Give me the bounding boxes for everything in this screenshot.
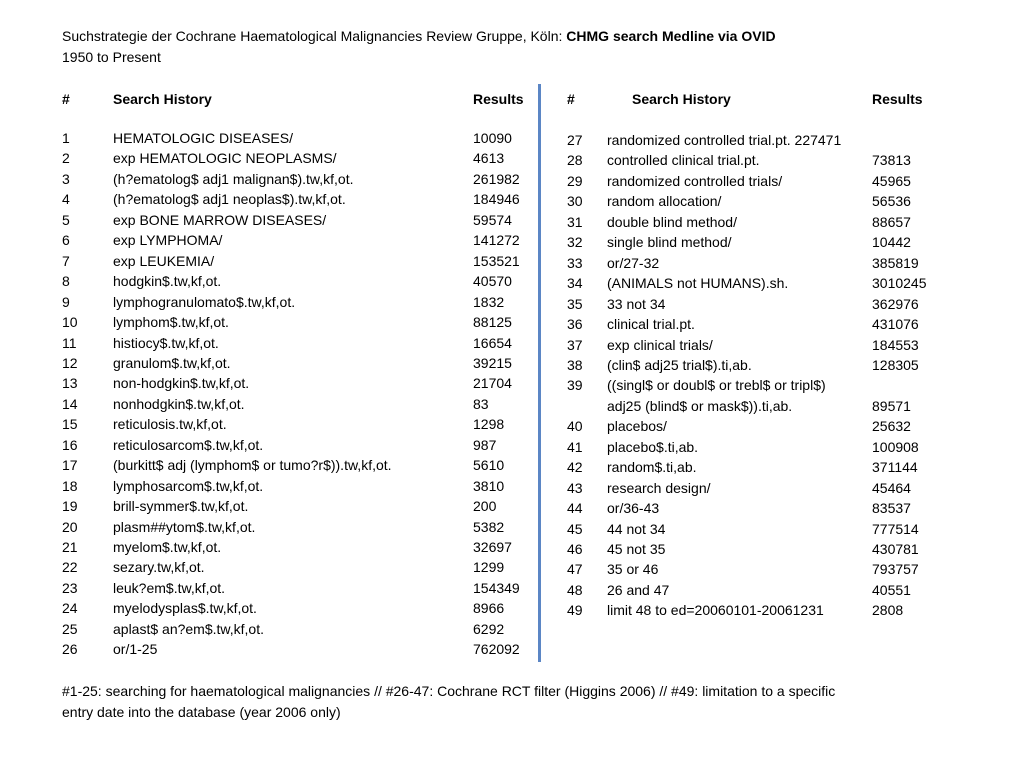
search-query: histiocy$.tw,kf,ot. [113,334,219,351]
search-results: 40551 [872,581,911,598]
search-results: 1299 [473,559,505,576]
search-results: 385819 [872,254,919,271]
search-query: random$.ti,ab. [607,459,697,476]
search-results: 3010245 [872,275,927,292]
search-query: non-hodgkin$.tw,kf,ot. [113,375,250,392]
search-query: lymphosarcom$.tw,kf,ot. [113,477,264,494]
search-results: 153521 [473,252,520,269]
search-number: 44 [567,500,583,517]
search-results: 362976 [872,295,919,312]
search-results: 128305 [872,356,919,373]
search-results: 141272 [473,232,520,249]
search-number: 9 [62,293,70,310]
search-results: 5382 [473,518,505,535]
search-number: 1 [62,130,70,146]
search-number: 45 [567,520,583,537]
search-number: 2 [62,150,70,167]
search-results: 184946 [473,191,520,208]
footer-note-line1: #1-25: searching for haematological malignancies // #26-47: Cochrane RCT filter (Higgins 2006) // #49: limitation to a specific [62,683,836,699]
search-results: 32697 [473,539,512,555]
search-number: 40 [567,418,583,435]
left-header-query: Search History [113,91,212,107]
search-number: 21 [62,539,78,555]
search-number: 12 [62,354,78,371]
page-title [62,28,776,44]
search-results: 762092 [473,641,520,658]
search-results: 40570 [473,273,512,290]
search-results: 8966 [473,600,505,617]
search-number: 14 [62,395,78,412]
search-query: research design/ [607,479,711,496]
search-query: reticulosarcom$.tw,kf,ot. [113,436,264,453]
search-results: 16654 [473,334,512,351]
search-results: 430781 [872,541,919,557]
search-query: HEMATOLOGIC DISEASES/ [113,130,293,146]
search-number: 10 [62,314,78,331]
right-header-num: # [567,91,575,107]
search-number: 15 [62,416,78,433]
search-query: sezary.tw,kf,ot. [113,559,205,576]
search-results: 45965 [872,172,911,189]
search-results: 777514 [872,520,919,537]
search-query: plasm##ytom$.tw,kf,ot. [113,518,256,535]
search-results: 431076 [872,316,919,333]
search-number: 23 [62,579,78,596]
search-number: 28 [567,152,583,169]
search-results: 4613 [473,150,505,167]
search-query: myelodysplas$.tw,kf,ot. [113,600,257,617]
search-results: 59574 [473,211,512,228]
search-results: 88125 [473,314,512,331]
search-query: lymphogranulomato$.tw,kf,ot. [113,293,296,310]
search-results: 45464 [872,479,911,496]
search-number: 42 [567,459,583,476]
search-results: 83 [473,395,489,412]
search-number: 33 [567,254,583,271]
search-query: random allocation/ [607,193,722,210]
search-query: (burkitt$ adj (lymphom$ or tumo?r$)).tw,kf,ot. [113,457,392,474]
search-number: 11 [62,334,77,351]
search-number: 32 [567,234,583,251]
search-results: 987 [473,436,497,453]
search-number: 47 [567,561,583,578]
right-header-query: Search History [632,91,731,107]
search-results: 73813 [872,152,911,169]
search-results: 1832 [473,293,505,310]
search-results: 88657 [872,213,911,230]
left-header-num: # [62,91,70,107]
footer-note-line2: entry date into the database (year 2006 only) [62,704,341,720]
search-results: 371144 [872,459,918,476]
search-number: 39 [567,377,583,394]
search-number: 29 [567,172,583,189]
search-query: leuk?em$.tw,kf,ot. [113,579,226,596]
search-query: exp clinical trials/ [607,336,713,353]
search-results: 10442 [872,234,911,251]
search-query: 44 not 34 [607,520,666,537]
search-number: 22 [62,559,78,576]
search-query: (h?ematolog$ adj1 neoplas$).tw,kf,ot. [113,191,346,208]
search-results: 793757 [872,561,919,578]
search-number: 3 [62,170,70,187]
search-query: randomized controlled trials/ [607,172,783,189]
search-number: 16 [62,436,78,453]
search-number: 49 [567,602,583,619]
search-results: 100908 [872,438,919,455]
search-results: 154349 [473,579,520,596]
search-number: 8 [62,273,70,290]
search-results: 2808 [872,602,904,619]
search-number: 34 [567,275,583,292]
search-query: placebos/ [607,418,667,435]
search-results: 25632 [872,418,911,435]
search-results: 89571 [872,397,911,414]
column-divider [538,84,541,662]
search-query: (h?ematolog$ adj1 malignan$).tw,kf,ot. [113,170,354,187]
search-query: ((singl$ or doubl$ or trebl$ or tripl$) [607,377,826,394]
search-number: 20 [62,518,78,535]
search-query: 33 not 34 [607,295,666,312]
search-results: 1298 [473,416,505,433]
search-query: 45 not 35 [607,541,666,557]
search-number: 18 [62,477,78,494]
search-number: 4 [62,191,70,208]
search-number: 35 [567,295,583,312]
search-query: limit 48 to ed=20060101-20061231 [607,602,824,619]
search-query: or/36-43 [607,500,660,517]
search-query: brill-symmer$.tw,kf,ot. [113,498,249,515]
search-query: exp HEMATOLOGIC NEOPLASMS/ [113,150,337,167]
search-query: (clin$ adj25 trial$).ti,ab. [607,356,752,373]
search-results: 6292 [473,620,505,637]
search-results: 261982 [473,170,520,187]
title-bold: CHMG search Medline via OVID [566,28,776,44]
title-subline: 1950 to Present [62,49,161,65]
search-number: 25 [62,620,78,637]
search-number: 48 [567,581,583,598]
search-number: 31 [567,213,583,230]
search-query: exp BONE MARROW DISEASES/ [113,211,327,228]
right-header-results: Results [872,91,923,107]
search-results: 56536 [872,193,911,210]
search-results: 21704 [473,375,512,392]
search-number: 5 [62,211,70,228]
search-number: 13 [62,375,78,392]
search-number: 6 [62,232,70,249]
search-query: 26 and 47 [607,581,670,598]
search-number: 26 [62,641,78,658]
search-results: 5610 [473,457,505,474]
search-query: clinical trial.pt. [607,316,695,333]
search-number: 7 [62,252,70,269]
search-query: nonhodgkin$.tw,kf,ot. [113,395,245,412]
search-query: or/27-32 [607,254,660,271]
search-query: lymphom$.tw,kf,ot. [113,314,229,331]
search-query: (ANIMALS not HUMANS).sh. [607,275,789,292]
search-results: 10090 [473,130,512,146]
search-number: 41 [567,438,583,455]
search-query: controlled clinical trial.pt. [607,152,760,169]
search-results: 3810 [473,477,505,494]
search-query: hodgkin$.tw,kf,ot. [113,273,222,290]
search-number: 19 [62,498,78,515]
search-query: single blind method/ [607,234,732,251]
search-query: reticulosis.tw,kf,ot. [113,416,227,433]
search-query: double blind method/ [607,213,737,230]
title-prefix: Suchstrategie der Cochrane Haematological Malignancies Review Gruppe, Köln: [62,28,563,44]
search-number: 38 [567,356,583,373]
search-number: 17 [62,457,78,474]
search-number: 36 [567,316,583,333]
search-number: 24 [62,600,78,617]
search-query: randomized controlled trial.pt. 227471 [607,132,842,148]
search-number: 43 [567,479,583,496]
search-results: 83537 [872,500,911,517]
search-number: 30 [567,193,583,210]
search-query: 35 or 46 [607,561,659,578]
search-query: myelom$.tw,kf,ot. [113,539,222,555]
left-header-results: Results [473,91,524,107]
search-query: placebo$.ti,ab. [607,438,699,455]
search-number: 27 [567,132,583,148]
search-query: granulom$.tw,kf,ot. [113,354,231,371]
search-query: exp LEUKEMIA/ [113,252,215,269]
search-query: aplast$ an?em$.tw,kf,ot. [113,620,264,637]
search-query: adj25 (blind$ or mask$)).ti,ab. [607,397,793,414]
search-query: exp LYMPHOMA/ [113,232,223,249]
search-number: 37 [567,336,583,353]
search-results: 200 [473,498,497,515]
search-number: 46 [567,541,583,557]
search-results: 39215 [473,354,512,371]
search-results: 184553 [872,336,919,353]
search-query: or/1-25 [113,641,158,658]
